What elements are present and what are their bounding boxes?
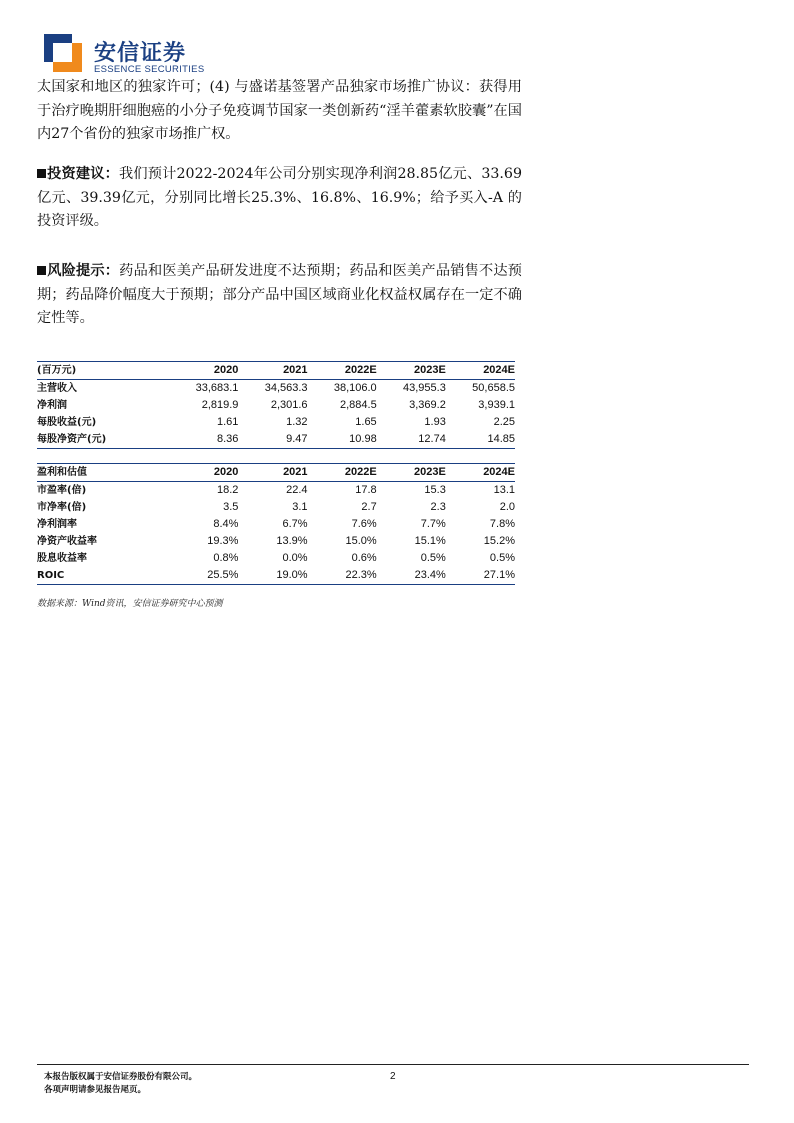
table-cell: 0.0% [282,552,308,564]
table-cell: 1.65 [355,416,377,428]
table-row [37,516,515,533]
table-header-cell: 2024E [446,464,515,482]
valuation-table [37,463,515,585]
footer-disclaimer [44,1071,197,1097]
table-cell: 0.8% [213,552,239,564]
table-cell: 15.3 [424,484,446,496]
table-header-cell: (百万元) [37,362,169,380]
table-header-row [37,362,515,380]
table-cell: 34,563.3 [264,382,308,394]
table-header-cell: 2021 [238,362,307,380]
row-label: 市盈率(倍) [37,485,87,496]
table-cell: 2.7 [361,501,377,513]
table-row [37,397,515,414]
table-row [37,482,515,500]
table-cell: 2.3 [430,501,446,513]
risk-heading: 风险提示： [47,263,120,279]
logo-name-en: ESSENCE SECURITIES [94,64,205,75]
table-cell: 25.5% [169,567,238,585]
table-row [37,414,515,431]
risk-text: 药品和医美产品研发进度不达预期；药品和医美产品销售不达预期；药品降价幅度大于预期；部分产品中国区域商业化权益权属存在一定不确定性等。 [37,263,522,326]
table-header-cell: 2022E [308,362,377,380]
table-cell: 38,106.0 [333,382,377,394]
row-label: 净利润 [37,400,67,411]
table-header-row [37,464,515,482]
row-label: 主营收入 [37,383,77,394]
table-cell: 3,369.2 [409,399,446,411]
row-label: 净利润率 [37,519,77,530]
table-header-cell: 2022E [308,464,377,482]
table-cell: 3,939.1 [478,399,515,411]
table-cell: 7.8% [489,518,515,530]
financial-summary-table [37,361,515,449]
table-cell: 10.98 [308,431,377,449]
table-cell: 14.85 [446,431,515,449]
footer-notice: 各项声明请参见报告尾页。 [44,1085,147,1095]
table-cell: 1.61 [216,416,239,428]
table-cell: 9.47 [238,431,307,449]
row-label: 每股收益(元) [37,417,97,428]
risk-paragraph [37,260,522,331]
table-cell: 7.7% [420,518,446,530]
logo-name-cn: 安信证券 [94,41,187,66]
table-cell: 43,955.3 [403,382,446,394]
table-cell: 17.8 [355,484,377,496]
table-row [37,533,515,550]
table-cell: 27.1% [446,567,515,585]
investment-heading: 投资建议： [47,166,120,182]
table-cell: 0.5% [489,552,515,564]
table-cell: 15.1% [414,535,446,547]
table-row [37,380,515,398]
company-logo [44,34,244,76]
table-cell: 6.7% [282,518,308,530]
table-cell: 3.1 [292,501,308,513]
table-header-cell: 2020 [169,362,238,380]
row-label: 市净率(倍) [37,502,87,513]
intro-paragraph: 太国家和地区的独家许可；(4) 与盛诺基签署产品独家市场推广协议：获得用于治疗晚期肝细胞癌的小分子免疫调节国家一类创新药“淫羊藿素软胶囊”在国内27个省份的独家市场推广权。 [37,79,522,142]
table-header-cell: 2021 [238,464,307,482]
table-cell: 22.3% [308,567,377,585]
square-bullet-icon [37,266,46,275]
table-cell: 8.36 [169,431,238,449]
page-number: 2 [390,1071,396,1082]
table-cell: 19.0% [238,567,307,585]
table-cell: 22.4 [286,484,308,496]
table-cell: 2.0 [499,501,515,513]
data-source-note: 数据来源：Wind资讯，安信证券研究中心预测 [37,599,223,609]
table-cell: 2,301.6 [270,399,308,411]
footer-copyright: 本报告版权属于安信证券股份有限公司。 [44,1072,198,1082]
footer-divider [37,1064,749,1065]
table-row [37,567,515,585]
table-cell: 18.2 [216,484,239,496]
table-cell: 7.6% [351,518,377,530]
table-row [37,431,515,449]
table-row [37,550,515,567]
table-cell: 23.4% [377,567,446,585]
table-cell: 2.25 [493,416,515,428]
table-cell: 0.5% [420,552,446,564]
table-cell: 50,658.5 [472,382,515,394]
table-header-cell: 盈利和估值 [37,464,169,482]
table-cell: 0.6% [351,552,377,564]
table-header-cell: 2023E [377,362,446,380]
table-cell: 2,884.5 [339,399,377,411]
table-header-cell: 2020 [169,464,238,482]
investment-text: 我们预计2022-2024年公司分别实现净利润28.85亿元、33.69亿元、39.39亿元，分别同比增长25.3%、16.8%、16.9%；给予买入-A 的投资评级。 [37,166,522,229]
table-cell: 1.32 [286,416,308,428]
table-cell: 33,683.1 [195,382,239,394]
square-bullet-icon [37,169,46,178]
row-label: 净资产收益率 [37,536,97,547]
table-cell: 13.1 [493,484,515,496]
row-label: ROIC [37,567,169,585]
table-cell: 19.3% [207,535,239,547]
table-header-cell: 2024E [446,362,515,380]
table-row [37,499,515,516]
table-cell: 3.5 [223,501,239,513]
table-cell: 2,819.9 [201,399,239,411]
table-cell: 8.4% [213,518,239,530]
table-cell: 1.93 [424,416,446,428]
table-cell: 15.0% [345,535,377,547]
table-cell: 15.2% [483,535,515,547]
table-header-cell: 2023E [377,464,446,482]
row-label: 股息收益率 [37,553,87,564]
row-label: 每股净资产(元) [37,431,169,449]
investment-paragraph [37,163,522,234]
table-cell: 13.9% [276,535,308,547]
table-cell: 12.74 [377,431,446,449]
essence-logo-icon [44,34,82,72]
